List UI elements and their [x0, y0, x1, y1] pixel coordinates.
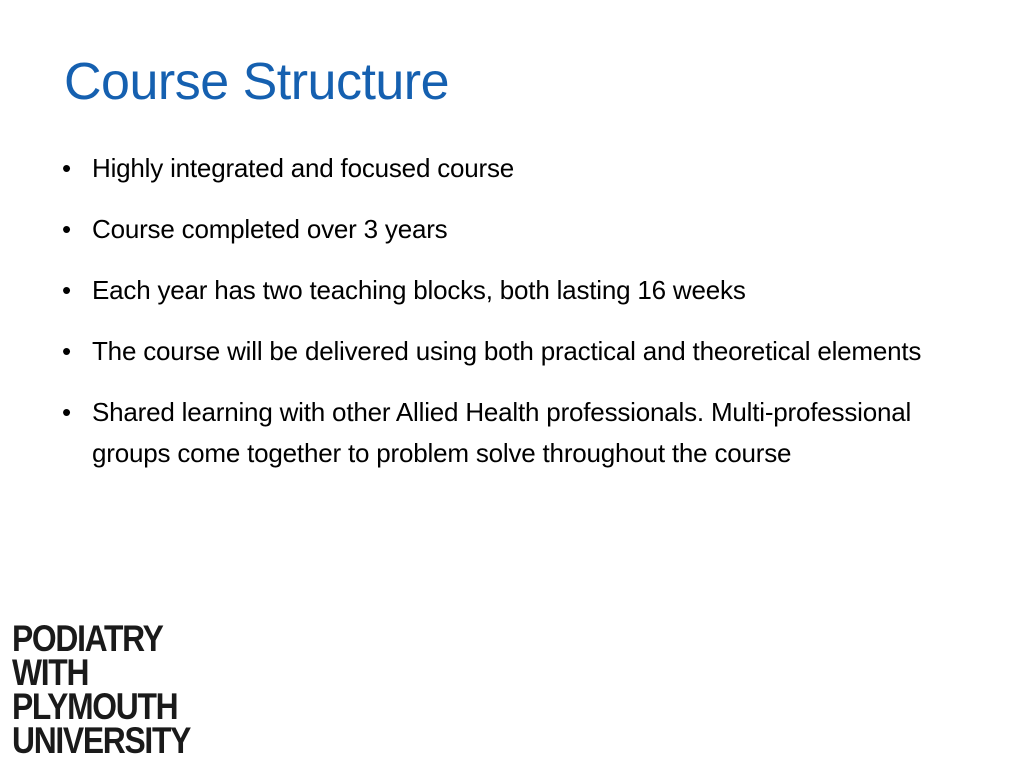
bullet-icon: •	[62, 275, 72, 305]
bullet-text: Course completed over 3 years	[92, 214, 448, 244]
bullet-list	[62, 148, 962, 494]
slide-title: Course Structure	[64, 53, 450, 111]
logo-line: PODIATRY	[12, 618, 163, 659]
bullet-icon: •	[62, 397, 72, 427]
bullet-item	[62, 148, 962, 189]
bullet-text: Each year has two teaching blocks, both lasting 16 weeks	[92, 275, 746, 305]
university-logo	[12, 618, 191, 761]
bullet-text: Shared learning with other Allied Health professionals. Multi-professional groups come together to problem solve throughout the course	[92, 397, 912, 468]
logo-line: PLYMOUTH	[12, 686, 178, 727]
bullet-icon: •	[62, 336, 72, 366]
logo-line: WITH	[12, 652, 89, 693]
bullet-icon: •	[62, 214, 72, 244]
bullet-item	[62, 331, 962, 372]
bullet-icon: •	[62, 153, 72, 183]
bullet-item	[62, 209, 962, 250]
bullet-item	[62, 270, 962, 311]
bullet-text: Highly integrated and focused course	[92, 153, 515, 183]
bullet-text: The course will be delivered using both practical and theoretical elements	[92, 336, 922, 366]
bullet-item	[62, 392, 962, 474]
logo-line: UNIVERSITY	[12, 720, 191, 761]
